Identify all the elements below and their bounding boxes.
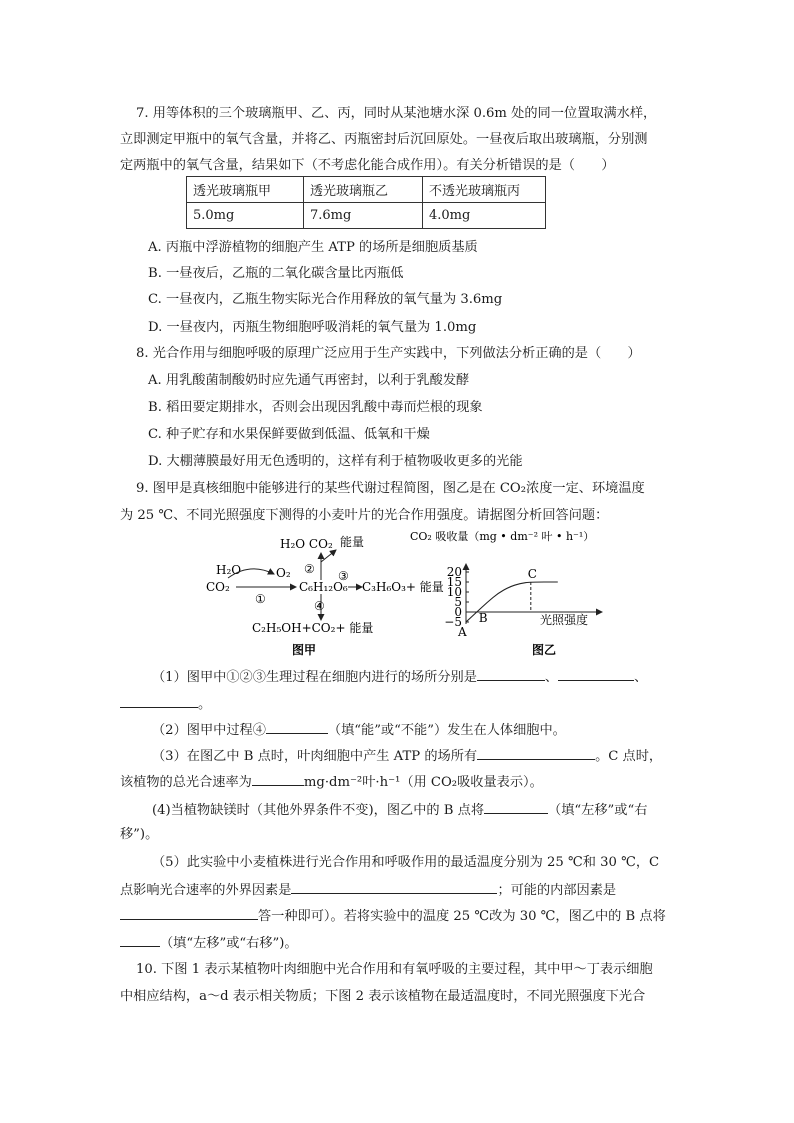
energy-label-top: 能量	[340, 535, 365, 549]
process-2-label: ②	[304, 562, 315, 576]
table-cell: 7.6mg	[304, 203, 423, 229]
q9-sub4	[152, 799, 712, 821]
answer-blank[interactable]	[484, 799, 548, 814]
q9-sub2-text: （2）图甲中过程④	[152, 723, 266, 738]
chart-x-axis-label: 光照强度	[540, 613, 589, 627]
answer-blank[interactable]	[477, 745, 595, 760]
answer-blank[interactable]	[477, 666, 545, 681]
q9-sub5-text-e: （填“左移”或“右移”)。	[160, 936, 298, 951]
q7-stem-line-2: 立即测定甲瓶中的氧气含量，并将乙、丙瓶密封后沉回原处。一昼夜后取出玻璃瓶，分别测	[120, 132, 648, 147]
point-label-b: B	[478, 611, 488, 625]
q9-sub2	[152, 719, 712, 741]
q9-sub5-text-c: ；可能的内部因素是	[497, 883, 617, 898]
ethanol-label: C₂H₅OH+CO₂+ 能量	[252, 621, 374, 635]
q7-stem-line-3: 定两瓶中的氧气含量，结果如下（不考虑化能合成作用）。有关分析错误的是（ ）	[120, 158, 615, 173]
q8-stem: 8. 光合作用与细胞呼吸的原理广泛应用于生产实践中，下列做法分析正确的是（ ）	[136, 346, 641, 361]
q9-sub1-text: （1）图甲中①②③生理过程在细胞内进行的场所分别是	[152, 670, 477, 685]
q7-results-table	[186, 176, 546, 229]
h2o-co2-products: H₂O CO₂	[280, 537, 333, 551]
q7-option-d: D. 一昼夜内，丙瓶生物细胞呼吸消耗的氧气量为 1.0mg	[148, 320, 477, 335]
q9-stem-line-1: 9. 图甲是真核细胞中能够进行的某些代谢过程简图，图乙是在 CO₂浓度一定、环境温度	[136, 481, 645, 496]
chart-y-axis-label: CO₂ 吸收量（mg • dm⁻² 叶 • h⁻¹）	[410, 530, 595, 543]
table-cell: 4.0mg	[423, 203, 546, 229]
q9-sub3-text-b: 。C 点时，	[595, 749, 663, 764]
table-cell: 5.0mg	[187, 203, 304, 229]
process-4-label: ④	[314, 599, 325, 613]
q9-sub5-line2	[120, 879, 680, 901]
table-header-cell: 透光玻璃瓶甲	[187, 177, 304, 203]
q9-sub4-text: (4)当植物缺镁时（其他外界条件不变)，图乙中的 B 点将	[152, 803, 485, 818]
q9-sub3-text-c: 该植物的总光合速率为	[120, 775, 252, 790]
q7-stem-line-1: 7. 用等体积的三个玻璃瓶甲、乙、丙，同时从某池塘水深 0.6m 处的同一位置取满水样，	[136, 106, 657, 121]
q9-sub5-text-b: 点影响光合速率的外界因素是	[120, 883, 292, 898]
separator: 、	[634, 670, 648, 685]
q7-option-a: A. 丙瓶中浮游植物的细胞产生 ATP 的场所是细胞质基质	[148, 240, 478, 255]
q9-sub4-hint: （填“左移”或“右	[548, 803, 648, 818]
y-tick-label: 20	[446, 565, 462, 579]
figure-yi-chart	[404, 528, 614, 664]
table-header-cell: 不透光玻璃瓶丙	[423, 177, 546, 203]
q10-stem-line-2: 中相应结构，a～d 表示相关物质；下图 2 表示该植物在最适温度时，不同光照强度下光合	[120, 989, 646, 1004]
period: 。	[198, 697, 212, 712]
process-1-label: ①	[255, 592, 266, 606]
answer-blank[interactable]	[120, 932, 160, 947]
answer-blank[interactable]	[558, 666, 634, 681]
table-row	[187, 203, 546, 229]
q9-sub4-cont: 移”)。	[120, 827, 159, 842]
y-tick-label: 0	[454, 605, 462, 619]
separator: 、	[544, 670, 559, 685]
q9-sub5-line4	[120, 932, 680, 954]
point-label-a: A	[458, 625, 467, 639]
h2o-label: H₂O	[216, 563, 242, 577]
q9-sub1	[152, 666, 712, 688]
q9-sub1-cont	[120, 693, 680, 715]
q9-sub2-hint: （填“能”或“不能”）发生在人体细胞中。	[327, 723, 566, 738]
figure-jia-caption: 图甲	[292, 643, 317, 657]
q7-option-c: C. 一昼夜内，乙瓶生物实际光合作用释放的氧气量为 3.6mg	[148, 292, 503, 307]
q9-sub3-unit: mg·dm⁻²叶·h⁻¹（用 CO₂吸收量表示）。	[303, 775, 543, 790]
q9-sub5: （5）此实验中小麦植株进行光合作用和呼吸作用的最适温度分别为 25 ℃和 30 ℃，C	[152, 855, 660, 870]
o2-label: O₂	[276, 566, 291, 580]
q9-sub3-text: （3）在图乙中 B 点时，叶肉细胞中产生 ATP 的场所有	[152, 749, 478, 764]
q8-option-d: D. 大棚薄膜最好用无色透明的，这样有利于植物吸收更多的光能	[148, 454, 523, 469]
figure-yi-caption: 图乙	[532, 643, 557, 657]
q8-option-a: A. 用乳酸菌制酸奶时应先通气再密封，以利于乳酸发酵	[148, 373, 470, 388]
table-header-row	[187, 177, 546, 203]
q9-sub5-line3	[120, 905, 680, 927]
process-3-label: ③	[338, 569, 349, 583]
answer-blank[interactable]	[291, 879, 497, 894]
answer-blank[interactable]	[252, 771, 304, 786]
y-tick-label: −5	[444, 615, 462, 629]
table-header-cell: 透光玻璃瓶乙	[304, 177, 423, 203]
q10-stem-line-1: 10. 下图 1 表示某植物叶肉细胞中光合作用和有氧呼吸的主要过程，其中甲～丁表示细胞	[136, 962, 653, 977]
y-tick-label: 5	[454, 595, 462, 609]
answer-blank[interactable]	[266, 719, 328, 734]
arrow-energy-top	[321, 550, 336, 562]
glucose-label: C₆H₁₂O₆	[299, 580, 348, 594]
co2-label: CO₂	[206, 580, 230, 594]
answer-blank[interactable]	[120, 693, 198, 708]
q9-sub3	[152, 745, 712, 767]
q9-sub5-text-d: 答一种即可）。若将实验中的温度 25 ℃改为 30 ℃，图乙中的 B 点将	[258, 909, 666, 924]
q7-option-b: B. 一昼夜后，乙瓶的二氧化碳含量比丙瓶低	[148, 266, 404, 281]
chart-y-ticks	[444, 565, 469, 629]
q8-option-b: B. 稻田要定期排水，否则会出现因乳酸中毒而烂根的现象	[148, 400, 483, 415]
q9-stem-line-2: 为 25 ℃、不同光照强度下测得的小麦叶片的光合作用强度。请据图分析回答问题：	[120, 508, 609, 523]
pyruvate-label: C₃H₆O₃+ 能量	[362, 580, 444, 594]
y-tick-label: 15	[446, 575, 462, 589]
q9-sub3-cont	[120, 771, 680, 793]
chart-points	[457, 567, 537, 639]
answer-blank[interactable]	[120, 905, 258, 920]
point-label-c: C	[527, 567, 537, 581]
q8-option-c: C. 种子贮存和水果保鲜要做到低温、低氧和干燥	[148, 427, 430, 442]
y-tick-label: 10	[446, 585, 462, 599]
